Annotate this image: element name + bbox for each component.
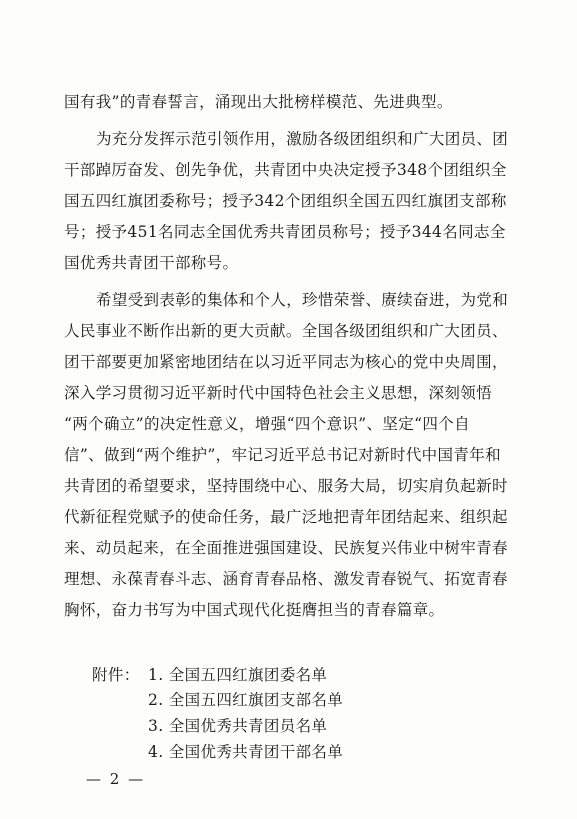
paragraph-line: 干部踔厉奋发、创先争优，共青团中央决定授予348个团组织全 [64,161,507,179]
paragraph-line: 团干部要更加紧密地团结在以习近平同志为核心的党中央周围， [64,353,508,371]
paragraph-line: 号；授予451名同志全国优秀共青团员称号；授予344名同志全 [64,223,506,241]
paragraph-line: 希望受到表彰的集体和个人，珍惜荣誉、赓续奋进，为党和 [96,291,509,309]
paragraph-line: 国有我”的青春誓言，涌现出大批榜样模范、先进典型。 [64,93,453,111]
paragraph-line: 深入学习贯彻习近平新时代中国特色社会主义思想，深刻领悟 [64,384,492,402]
paragraph-line: 来、动员起来，在全面推进强国建设、民族复兴伟业中树牢青春 [64,539,508,557]
attachment-item: 1. 全国五四红旗团委名单 [148,666,328,684]
paragraph-line: 代新征程党赋予的使命任务，最广泛地把青年团结起来、组织起 [64,508,508,526]
paragraph-line: 胸怀，奋力书写为中国式现代化挺膺担当的青春篇章。 [64,601,445,619]
attachment-item: 2. 全国五四红旗团支部名单 [148,691,344,709]
attachments-label: 附件： [92,666,140,684]
paragraph-line: 国五四红旗团委称号；授予342个团组织全国五四红旗团支部称 [64,192,507,210]
paragraph-line: 共青团的希望要求，坚持围绕中心、服务大局，切实肩负起新时 [64,477,508,495]
attachment-item: 3. 全国优秀共青团员名单 [148,717,328,735]
paragraph-line: 为充分发挥示范引领作用，激励各级团组织和广大团员、团 [96,130,509,148]
paragraph-line: “两个确立”的决定性意义，增强“四个意识”、坚定“四个自 [64,415,470,433]
paragraph-line: 人民事业不断作出新的更大贡献。全国各级团组织和广大团员、 [64,322,508,340]
page-number: — 2 — [86,770,146,788]
paragraph-line: 国优秀共青团干部称号。 [64,254,239,272]
paragraph-line: 理想、永葆青春斗志、涵育青春品格、激发青春锐气、拓宽青春 [64,570,508,588]
paragraph-line: 信”、做到“两个维护”，牢记习近平总书记对新时代中国青年和 [64,446,501,464]
attachment-item: 4. 全国优秀共青团干部名单 [148,743,344,761]
